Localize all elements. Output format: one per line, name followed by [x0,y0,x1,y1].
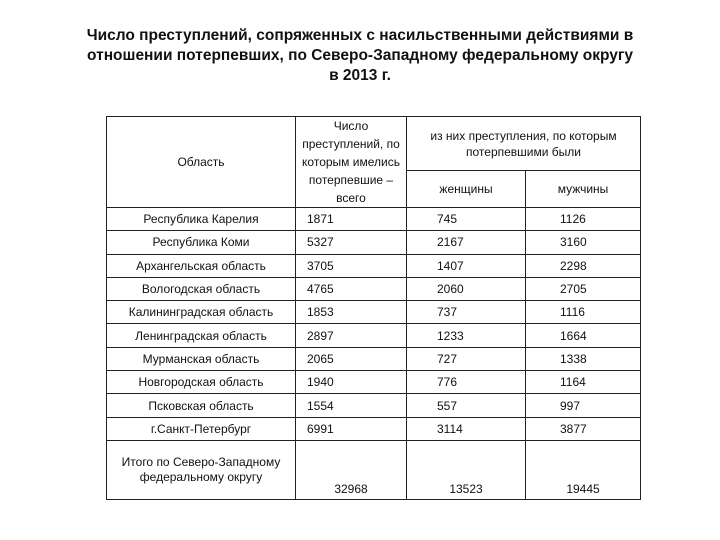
table-row [107,394,641,417]
title-line-2: отношении потерпевших, по Северо-Западному федеральному округу [87,47,633,64]
cell-region: Республика Карелия [107,208,296,231]
cell-men: 1338 [526,347,641,370]
table-row [107,277,641,300]
cell-women-sum: 13523 [407,440,526,499]
header-total-count: Число преступлений, по которым имелись потерпевшие – всего [296,117,407,208]
table-row [107,371,641,394]
title-line-3: в 2013 г. [329,67,391,84]
cell-women: 737 [407,301,526,324]
table-row [107,208,641,231]
cell-women: 727 [407,347,526,370]
cell-total: 1554 [296,394,407,417]
cell-total: 1853 [296,301,407,324]
table-row [107,301,641,324]
cell-total: 6991 [296,417,407,440]
header-women: женщины [407,171,526,208]
cell-region-total: Итого по Северо-Западному федеральному округу [107,440,296,499]
table-total-row [107,440,641,499]
cell-total: 3705 [296,254,407,277]
header-men: мужчины [526,171,641,208]
cell-total: 2065 [296,347,407,370]
cell-total: 1940 [296,371,407,394]
cell-region: Псковская область [107,394,296,417]
cell-men: 2705 [526,277,641,300]
cell-men: 1164 [526,371,641,394]
cell-women: 776 [407,371,526,394]
cell-women: 2167 [407,231,526,254]
cell-men: 3877 [526,417,641,440]
cell-women: 745 [407,208,526,231]
cell-region: Калининградская область [107,301,296,324]
cell-women: 1407 [407,254,526,277]
header-region: Область [107,117,296,208]
cell-total-sum: 32968 [296,440,407,499]
header-victims-group: из них преступления, по которым потерпевшими были [407,117,641,171]
cell-men: 2298 [526,254,641,277]
cell-total: 1871 [296,208,407,231]
cell-region: Республика Коми [107,231,296,254]
table-row [107,324,641,347]
cell-women: 557 [407,394,526,417]
cell-men: 1126 [526,208,641,231]
page-title [30,26,690,86]
cell-women: 3114 [407,417,526,440]
cell-total: 5327 [296,231,407,254]
table-row [107,347,641,370]
cell-region: Мурманская область [107,347,296,370]
cell-total: 2897 [296,324,407,347]
header-row-1 [107,117,641,171]
cell-region: Новгородская область [107,371,296,394]
cell-region: Ленинградская область [107,324,296,347]
table-row [107,254,641,277]
cell-men: 3160 [526,231,641,254]
table-row [107,417,641,440]
cell-region: Архангельская область [107,254,296,277]
cell-region: г.Санкт-Петербург [107,417,296,440]
cell-women: 2060 [407,277,526,300]
cell-men: 1664 [526,324,641,347]
cell-women: 1233 [407,324,526,347]
cell-region: Вологодская область [107,277,296,300]
crime-statistics-table [106,116,641,500]
cell-men-sum: 19445 [526,440,641,499]
table-row [107,231,641,254]
cell-total: 4765 [296,277,407,300]
cell-men: 997 [526,394,641,417]
cell-men: 1116 [526,301,641,324]
title-line-1: Число преступлений, сопряженных с насильственными действиями в [86,27,634,44]
